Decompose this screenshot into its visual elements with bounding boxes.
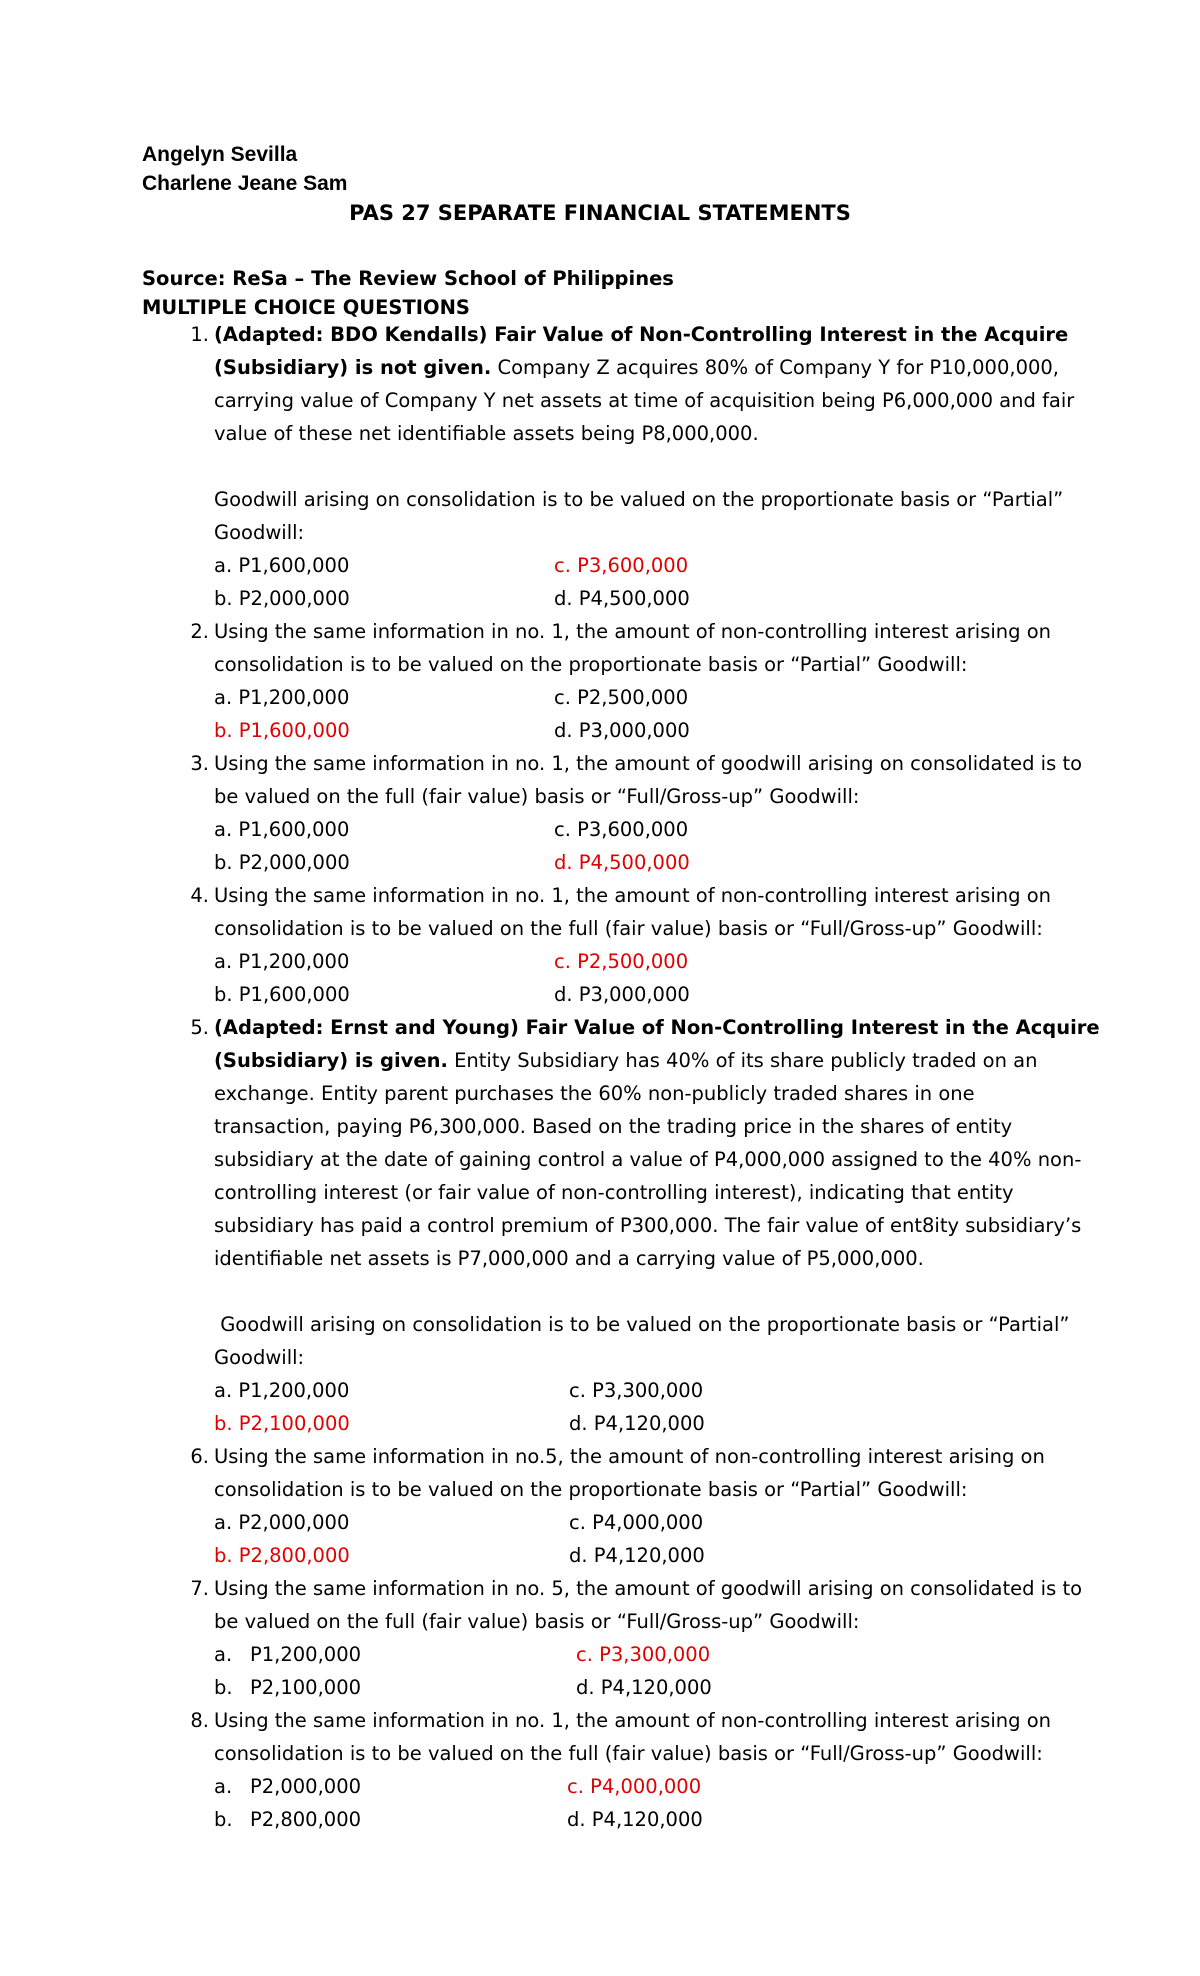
option-row [214,813,1092,846]
question-item [142,747,1092,879]
question-text: consolidation is to be valued on the proportionate basis or “Partial” Goodwill: [214,653,968,676]
question-text: Entity Subsidiary has 40% of its share publicly traded on an [447,1049,1038,1072]
paragraph-gap [214,1275,1092,1308]
option-letter: a. [214,1643,233,1666]
question-list [142,318,1100,1836]
question-prompt-line: Goodwill arising on consolidation is to be valued on the proportionate basis or “Partial” [214,1313,1070,1336]
question-text-line [214,1044,1092,1077]
question-text-line [214,912,1092,945]
answer-option-a: a. P1,200,000 [214,950,350,973]
option-row [214,1539,1092,1572]
question-text: subsidiary at the date of gaining control a value of P4,000,000 assigned to the 40% non- [214,1148,1082,1171]
answer-option-a [214,1770,567,1803]
question-text-line [214,1209,1092,1242]
answer-option-c: c. P3,600,000 [554,818,689,841]
author-name: Charlene Jeane Sam [142,172,348,195]
answer-option-b [214,1803,567,1836]
answer-option-c: c. P4,000,000 [569,1511,704,1534]
answer-option-a: a. P1,200,000 [214,686,350,709]
answer-option-c: c. P3,600,000 [554,554,689,577]
question-text: be valued on the full (fair value) basis or “Full/Gross-up” Goodwill: [214,1610,860,1633]
answer-option-c: c. P4,000,000 [567,1775,702,1798]
question-text-line [214,615,1092,648]
option-row [214,945,1092,978]
option-row [214,549,1092,582]
answer-option-a [214,1638,576,1671]
question-text-bold: (Subsidiary) is given. [214,1049,448,1072]
option-value: P2,000,000 [250,1775,362,1798]
question-item [142,879,1092,1011]
option-row [214,582,1092,615]
answer-option-d: d. P4,120,000 [569,1412,705,1435]
question-text: be valued on the full (fair value) basis or “Full/Gross-up” Goodwill: [214,785,860,808]
question-text-line [214,384,1092,417]
question-text-line [214,1143,1092,1176]
question-item [142,1704,1092,1836]
question-text-line [214,1176,1092,1209]
question-prompt-line: Goodwill: [214,521,305,544]
answer-option-d: d. P3,000,000 [554,719,690,742]
option-letter: a. [214,1775,233,1798]
paragraph-gap [214,450,1092,483]
question-number: 2. [190,620,209,643]
question-number: 8. [190,1709,209,1732]
question-text: consolidation is to be valued on the proportionate basis or “Partial” Goodwill: [214,1478,968,1501]
question-text: Using the same information in no. 5, the amount of goodwill arising on consolidated is to [214,1577,1083,1600]
question-text: controlling interest (or fair value of non-controlling interest), indicating that entity [214,1181,1014,1204]
question-text: carrying value of Company Y net assets at time of acquisition being P6,000,000 and fair [214,389,1075,412]
question-text: identifiable net assets is P7,000,000 and a carrying value of P5,000,000. [214,1247,924,1270]
option-row [214,1638,1092,1671]
question-text-line [214,1242,1092,1275]
question-text-line [214,1473,1092,1506]
option-letter: b. [214,1676,233,1699]
option-row [214,714,1092,747]
question-text-line [214,1077,1092,1110]
question-text-line [214,417,1092,450]
question-text: Using the same information in no. 1, the amount of goodwill arising on consolidated is to [214,752,1083,775]
question-item [142,1572,1092,1704]
question-heading-bold: (Adapted: BDO Kendalls) Fair Value of Non-Controlling Interest in the Acquire [214,323,1069,346]
question-heading [214,1011,1100,1044]
answer-option-c: c. P2,500,000 [554,686,689,709]
question-text-line [214,780,1092,813]
answer-option-b: b. P2,000,000 [214,587,350,610]
question-number: 5. [190,1016,209,1039]
author-name: Angelyn Sevilla [142,143,298,166]
option-letter: b. [214,1808,233,1831]
question-text-line [214,648,1092,681]
answer-option-d: d. P4,120,000 [567,1808,703,1831]
question-heading [214,318,1092,351]
option-row [214,1803,1092,1836]
answer-option-d: d. P4,120,000 [569,1544,705,1567]
answer-option-b: b. P1,600,000 [214,719,350,742]
question-text-line [214,1440,1092,1473]
option-row [214,1671,1092,1704]
question-text-line [214,1572,1092,1605]
option-row [214,681,1092,714]
question-prompt-line: Goodwill: [214,1346,305,1369]
question-text: consolidation is to be valued on the full (fair value) basis or “Full/Gross-up” Goodwill: [214,1742,1043,1765]
answer-option-a: a. P1,600,000 [214,554,350,577]
answer-option-a: a. P2,000,000 [214,1511,350,1534]
question-text-line [214,1605,1092,1638]
question-number: 6. [190,1445,209,1468]
answer-option-b: b. P2,100,000 [214,1412,350,1435]
question-text: consolidation is to be valued on the full (fair value) basis or “Full/Gross-up” Goodwill: [214,917,1043,940]
option-row [214,1506,1092,1539]
question-number: 3. [190,752,209,775]
answer-option-b: b. P1,600,000 [214,983,350,1006]
option-value: P2,100,000 [250,1676,362,1699]
question-text: exchange. Entity parent purchases the 60% non-publicly traded shares in one [214,1082,975,1105]
option-value: P2,800,000 [250,1808,362,1831]
question-text-line [214,1704,1092,1737]
section-heading: MULTIPLE CHOICE QUESTIONS [142,296,470,319]
question-item [142,615,1092,747]
question-text-line [214,747,1092,780]
option-row [214,1374,1092,1407]
answer-option-d: d. P4,120,000 [576,1676,712,1699]
option-row [214,978,1092,1011]
question-text-line [214,1737,1092,1770]
option-value: P1,200,000 [250,1643,362,1666]
answer-option-d: d. P4,500,000 [554,587,690,610]
question-text: Using the same information in no. 1, the amount of non-controlling interest arising on [214,884,1052,907]
question-number: 7. [190,1577,209,1600]
question-text-line [214,351,1092,384]
question-text: subsidiary has paid a control premium of P300,000. The fair value of ent8ity subsidiary’s [214,1214,1082,1237]
answer-option-b: b. P2,000,000 [214,851,350,874]
option-row [214,1407,1092,1440]
author-names [142,140,347,198]
question-heading-bold: (Adapted: Ernst and Young) Fair Value of Non-Controlling Interest in the Acquire [214,1016,1100,1039]
question-text-bold: (Subsidiary) is not given. [214,356,492,379]
document-title: PAS 27 SEPARATE FINANCIAL STATEMENTS [349,201,851,225]
answer-option-c: c. P3,300,000 [569,1379,704,1402]
answer-option-b [214,1671,576,1704]
answer-option-c: c. P3,300,000 [576,1643,711,1666]
source-line: Source: ReSa – The Review School of Philippines [142,267,674,290]
question-text-line [214,879,1092,912]
question-item [142,1011,1100,1440]
question-text: Using the same information in no. 1, the amount of non-controlling interest arising on [214,620,1052,643]
question-prompt-line: Goodwill arising on consolidation is to be valued on the proportionate basis or “Partial” [214,488,1064,511]
question-text: Using the same information in no.5, the amount of non-controlling interest arising on [214,1445,1045,1468]
question-item [142,1440,1092,1572]
answer-option-a: a. P1,600,000 [214,818,350,841]
answer-option-d: d. P4,500,000 [554,851,690,874]
answer-option-d: d. P3,000,000 [554,983,690,1006]
question-text-line [214,1110,1092,1143]
question-item [142,318,1092,615]
option-row [214,846,1092,879]
question-number: 4. [190,884,209,907]
question-number: 1. [190,323,209,346]
question-text: value of these net identifiable assets being P8,000,000. [214,422,759,445]
question-text: Using the same information in no. 1, the amount of non-controlling interest arising on [214,1709,1052,1732]
option-row [214,1770,1092,1803]
question-text: Company Z acquires 80% of Company Y for P10,000,000, [491,356,1059,379]
answer-option-c: c. P2,500,000 [554,950,689,973]
answer-option-a: a. P1,200,000 [214,1379,350,1402]
answer-option-b: b. P2,800,000 [214,1544,350,1567]
question-text: transaction, paying P6,300,000. Based on the trading price in the shares of entity [214,1115,1013,1138]
